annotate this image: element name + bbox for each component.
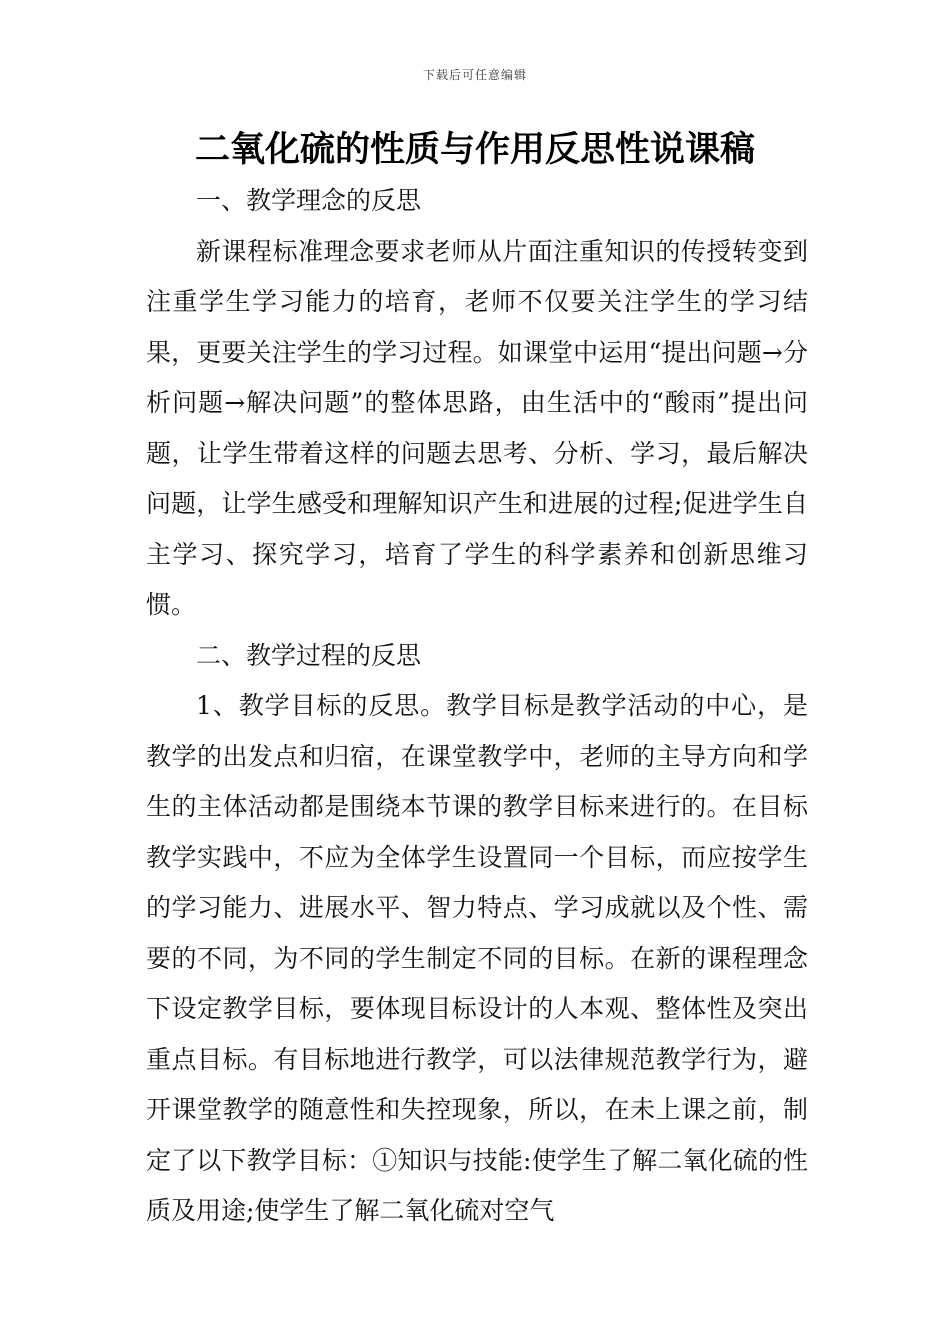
- section-1-heading: 一、教学理念的反思: [196, 186, 422, 215]
- document-body: [146, 176, 808, 1237]
- section-2-heading: 二、教学过程的反思: [196, 640, 422, 670]
- document-title: 二氧化硫的性质与作用反思性说课稿: [194, 130, 755, 170]
- section-2-paragraph: 1、教学目标的反思。教学目标是教学活动的中心，是教学的出发点和归宿，在课堂教学中，老师的主导方向和学生的主体活动都是围绕本节课的教学目标来进行的。在目标教学实践中，不应为全体学生设置同一个目标，而应按学生的学习能力、进展水平、智力特点、学习成就以及个性、需要的不同，为不同的学生制定不同的目标。在新的课程理念下设定教学目标，要体现目标设计的人本观、整体性及突出重点目标。有目标地进行教学，可以法律规范教学行为，避开课堂教学的随意性和失控现象，所以，在未上课之前，制定了以下教学目标：①知识与技能:使学生了解二氧化硫的性质及用途;使学生了解二氧化硫对空气: [146, 691, 808, 1225]
- section-1-paragraph: 新课程标准理念要求老师从片面注重知识的传授转变到注重学生学习能力的培育，老师不仅要关注学生的学习结果，更要关注学生的学习过程。如课堂中运用“提出问题→分析问题→解决问题”的整体思路，由生活中的“酸雨”提出问题，让学生带着这样的问题去思考、分析、学习，最后解决问题，让学生感受和理解知识产生和进展的过程;促进学生自主学习、探究学习，培育了学生的科学素养和创新思维习惯。: [146, 236, 808, 619]
- page-header-note: 下载后可任意编辑: [422, 68, 527, 82]
